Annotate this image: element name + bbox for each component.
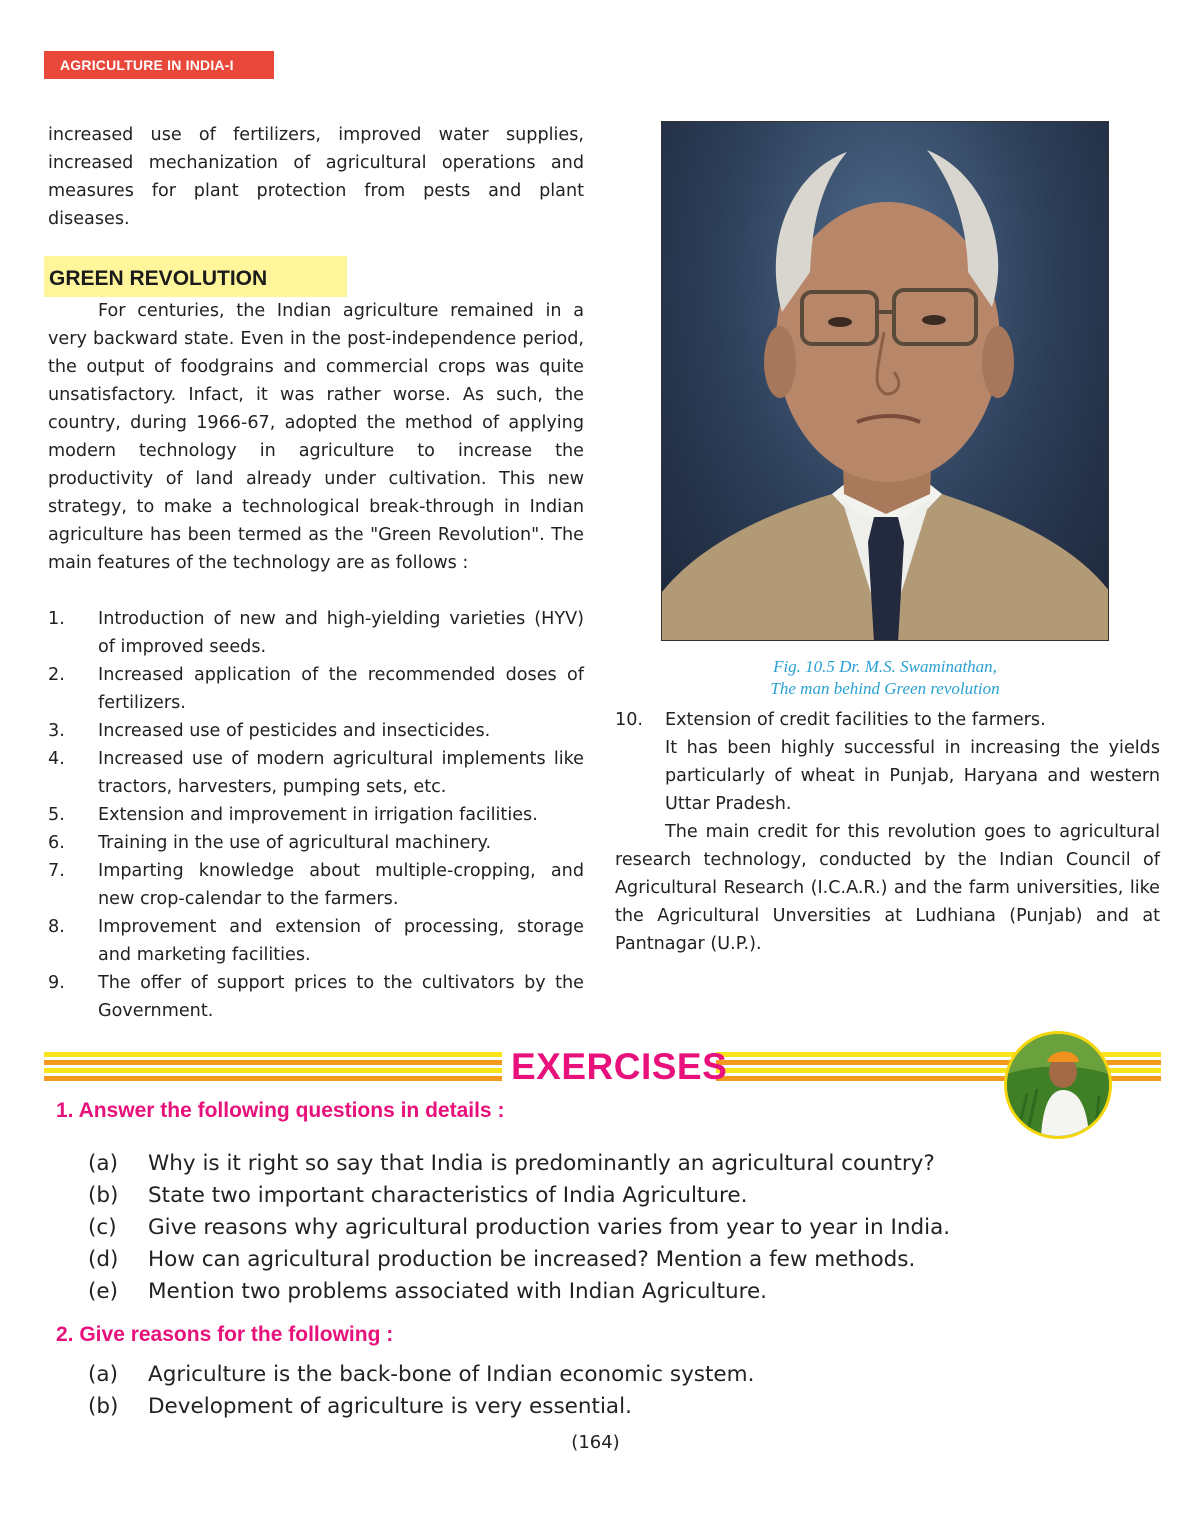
list-number: 2. — [48, 665, 65, 685]
caption-line-2: The man behind Green revolution — [770, 679, 1000, 698]
list-text: Imparting knowledge about multiple-cropping, and new crop-calendar to the farmers. — [98, 861, 584, 909]
list-text: Training in the use of agricultural machinery. — [98, 833, 492, 853]
list-label: (b) — [88, 1183, 119, 1208]
farmer-illustration — [1007, 1034, 1109, 1136]
caption-line-1: Fig. 10.5 Dr. M.S. Swaminathan, — [773, 657, 997, 676]
list-item — [48, 829, 584, 857]
list-item — [48, 661, 584, 717]
list-text: Increased application of the recommended doses of fertilizers. — [98, 665, 584, 713]
list-text: Extension of credit facilities to the farmers. — [665, 710, 1046, 730]
farmer-emblem — [1004, 1031, 1112, 1139]
list-number: 3. — [48, 721, 65, 741]
list-item — [48, 745, 584, 801]
exercises-title: EXERCISES — [511, 1046, 728, 1087]
list-number: 5. — [48, 805, 65, 825]
list-item — [88, 1148, 950, 1180]
list-number: 9. — [48, 973, 65, 993]
list-label: (e) — [88, 1279, 119, 1304]
list-text: Mention two problems associated with Indian Agriculture. — [148, 1279, 768, 1304]
list-label: (a) — [88, 1362, 118, 1387]
list-item — [48, 969, 584, 1025]
list-item — [48, 857, 584, 913]
section-title: GREEN REVOLUTION — [49, 267, 268, 290]
list-text: Give reasons why agricultural production varies from year to year in India. — [148, 1215, 951, 1240]
portrait-photo — [661, 121, 1109, 641]
section-heading — [44, 256, 347, 297]
list-label: (b) — [88, 1394, 119, 1419]
left-stripes — [44, 1050, 502, 1085]
page-number: (164) — [571, 1432, 620, 1453]
list-item — [48, 913, 584, 969]
list-text: Extension and improvement in irrigation facilities. — [98, 805, 538, 825]
features-list — [48, 605, 584, 1025]
list-item — [48, 605, 584, 661]
list-text: Why is it right so say that India is predominantly an agricultural country? — [148, 1151, 935, 1176]
list-number: 10. — [615, 710, 643, 730]
intro-block — [48, 121, 584, 233]
list-number: 4. — [48, 749, 65, 769]
portrait-illustration — [662, 122, 1109, 641]
list-number: 8. — [48, 917, 65, 937]
list-label: (a) — [88, 1151, 118, 1176]
list-text: Increased use of modern agricultural implements like tractors, harvesters, pumping sets, etc. — [98, 749, 584, 797]
figure-caption — [661, 656, 1109, 700]
list-text: Introduction of new and high-yielding varieties (HYV) of improved seeds. — [98, 609, 584, 657]
list-item — [88, 1180, 950, 1212]
green-revolution-body — [48, 297, 584, 577]
chapter-tab: AGRICULTURE IN INDIA-I — [44, 51, 274, 79]
list-item — [88, 1359, 754, 1391]
success-paragraph: It has been highly successful in increasing the yields particularly of wheat in Punjab, Haryana and western Uttar Pradesh. — [665, 738, 1160, 814]
list-text: Increased use of pesticides and insecticides. — [98, 721, 491, 741]
list-label: (c) — [88, 1215, 117, 1240]
right-column-text — [615, 706, 1160, 958]
question-2-list — [88, 1359, 754, 1423]
list-item — [88, 1212, 950, 1244]
list-item — [615, 706, 1160, 734]
list-text: Improvement and extension of processing, storage and marketing facilities. — [98, 917, 584, 965]
list-text: State two important characteristics of India Agriculture. — [148, 1183, 748, 1208]
list-number: 1. — [48, 609, 65, 629]
list-text: Development of agriculture is very essential. — [148, 1394, 632, 1419]
list-text: How can agricultural production be increased? Mention a few methods. — [148, 1247, 916, 1272]
green-revolution-paragraph: For centuries, the Indian agriculture remained in a very backward state. Even in the post-independence period, the output of foodgrains and commercial crops was quite unsatisfactory. Infact, it was rather worse. As such, the country, during 1966-67, adopted the method of applying modern technology in agriculture to increase the productivity of land already under cultivation. This new strategy, to make a technological break-through in Indian agriculture has been termed as the "Green Revolution". The main features of the technology are as follows : — [48, 301, 584, 573]
list-label: (d) — [88, 1247, 119, 1272]
question-1-list — [88, 1148, 950, 1308]
intro-paragraph: increased use of fertilizers, improved water supplies, increased mechanization of agricultural operations and measures for plant protection from pests and plant diseases. — [48, 125, 584, 229]
list-item — [48, 717, 584, 745]
question-2-heading: 2. Give reasons for the following : — [56, 1323, 394, 1346]
list-text: The offer of support prices to the cultivators by the Government. — [98, 973, 584, 1021]
list-item — [48, 801, 584, 829]
question-1-heading: 1. Answer the following questions in details : — [56, 1099, 505, 1122]
list-number: 7. — [48, 861, 65, 881]
list-text: Agriculture is the back-bone of Indian economic system. — [148, 1362, 755, 1387]
list-item — [88, 1391, 754, 1423]
credit-paragraph: The main credit for this revolution goes to agricultural research technology, conducted by the Indian Council of Agricultural Research (I.C.A.R.) and the farm universities, like the Agricultural Unversities at Ludhiana (Punjab) and at Pantnagar (U.P.). — [615, 822, 1160, 954]
list-item — [88, 1276, 950, 1308]
list-item — [88, 1244, 950, 1276]
list-number: 6. — [48, 833, 65, 853]
